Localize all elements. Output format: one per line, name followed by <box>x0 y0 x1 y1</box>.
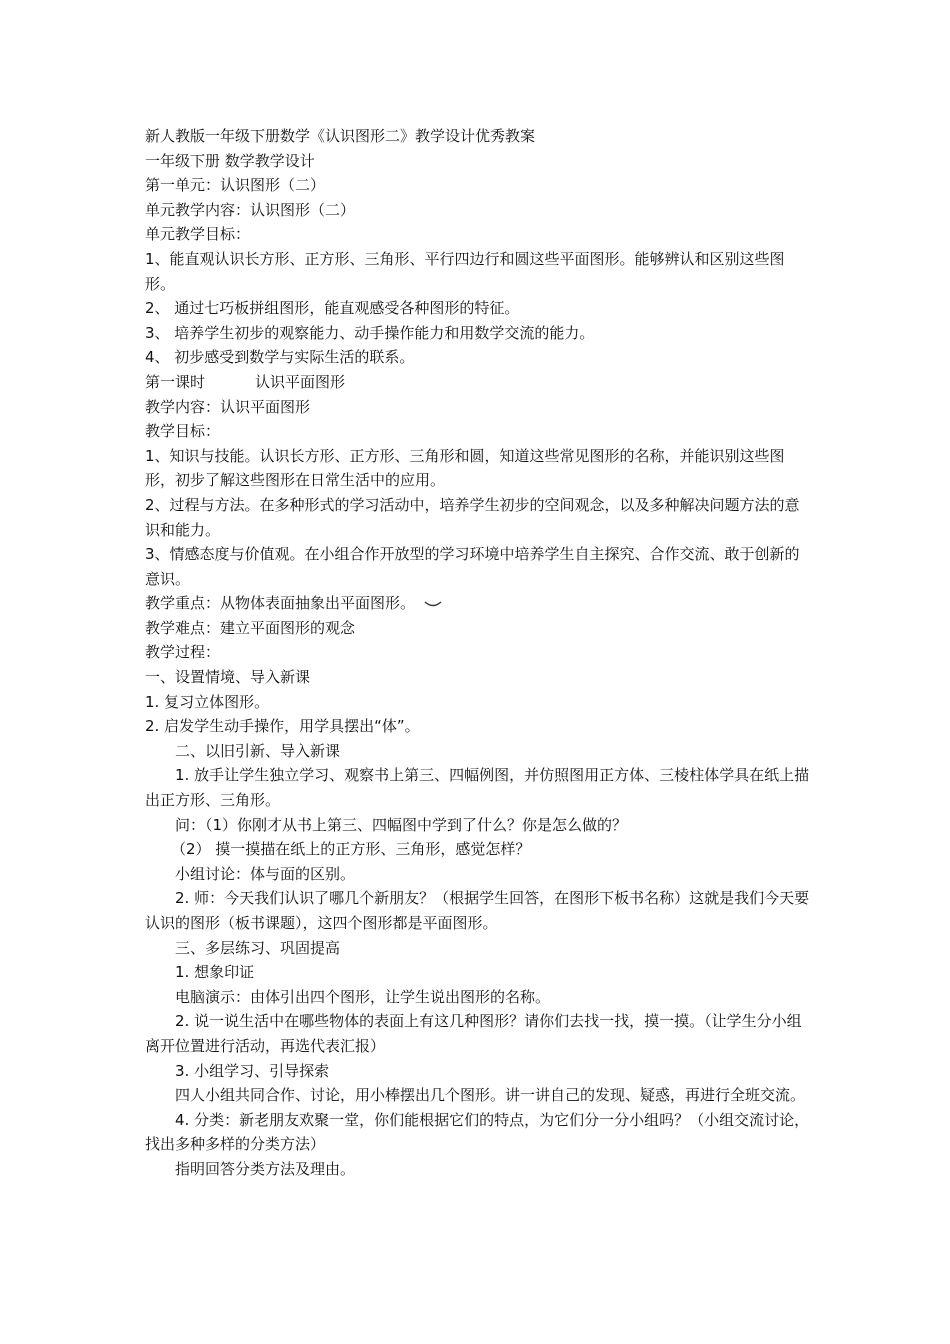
section3-item-3: 3. 小组学习、引导探索 <box>175 1061 330 1080</box>
unit-goal-4: 4、 初步感受到数学与实际生活的联系。 <box>145 348 415 367</box>
section3-item-4-text: 指明回答分类方法及理由。 <box>175 1159 356 1178</box>
unit-title: 第一单元：认识图形（二） <box>145 176 326 195</box>
section1-heading: 一、设置情境、导入新课 <box>145 668 311 687</box>
unit-goal-3: 3、 培养学生初步的观察能力、动手操作能力和用数学交流的能力。 <box>145 323 595 342</box>
section2-question-2: （2） 摸一摸描在纸上的正方形、三角形，感觉怎样？ <box>171 840 531 859</box>
lesson-content: 教学内容：认识平面图形 <box>145 397 311 416</box>
lesson-heading <box>145 370 810 395</box>
unit-goal-2: 2、 通过七巧板拼组图形，能直观感受各种图形的特征。 <box>145 299 520 318</box>
unit-goals-heading: 单元教学目标： <box>145 225 251 244</box>
document-title: 新人教版一年级下册数学《认识图形二》教学设计优秀教案 <box>145 127 536 145</box>
key-point: 教学重点：从物体表面抽象出平面图形。 <box>145 594 416 613</box>
section3-item-1-text: 电脑演示：由体引出四个图形，让学生说出图形的名称。 <box>175 987 551 1006</box>
section2-question-1: 问：（1）你刚才从书上第三、四幅图中学到了什么？你是怎么做的？ <box>175 815 628 834</box>
section3-item-3-text: 四人小组共同合作、讨论，用小棒摆出几个图形。讲一讲自己的发现、疑惑，再进行全班交流。 <box>175 1086 806 1105</box>
section2-paragraph-1: 1. 放手让学生独立学习、观察书上第三、四幅例图，并仿照图用正方体、三棱柱体学具在纸上描出正方形、三角形。 <box>145 766 810 810</box>
lesson-name: 认识平面图形 <box>255 372 346 391</box>
lesson-goal-2: 2、过程与方法。在多种形式的学习活动中，培养学生初步的空间观念，以及多种解决问题方法的意识和能力。 <box>145 495 800 539</box>
section2-paragraph-2: 2. 师：今天我们认识了哪几个新朋友？（根据学生回答，在图形下板书名称）这就是我们今天要认识的图形（板书课题），这四个图形都是平面图形。 <box>145 889 810 932</box>
lesson-goals-heading: 教学目标： <box>145 422 221 441</box>
section3-item-2: 2. 说一说生活中在哪些物体的表面上有这几种图形？请你们去找一找，摸一摸。（让学生分小组离开位置进行活动，再选代表汇报） <box>145 1012 802 1055</box>
document-page <box>145 124 810 1182</box>
lesson-label: 第一课时 <box>145 372 206 391</box>
section1-item-1: 1. 复习立体图形。 <box>145 692 270 711</box>
key-point-line <box>145 591 810 616</box>
document-subtitle: 一年级下册 数学教学设计 <box>145 151 315 170</box>
unit-goal-1: 1、能直观认识长方形、正方形、三角形、平行四边行和圆这些平面图形。能够辨认和区别这些图形。 <box>145 249 785 293</box>
unit-content: 单元教学内容：认识图形（二） <box>145 200 356 219</box>
lesson-goal-1: 1、知识与技能。认识长方形、正方形、三角形和圆，知道这些常见图形的名称，并能识别这些图形，初步了解这些图形在日常生活中的应用。 <box>145 446 785 490</box>
section2-heading: 二、以旧引新、导入新课 <box>175 741 341 760</box>
section3-heading: 三、多层练习、巩固提高 <box>175 938 341 957</box>
process-heading: 教学过程： <box>145 643 221 662</box>
lesson-goal-3: 3、情感态度与价值观。在小组合作开放型的学习环境中培养学生自主探究、合作交流、敢于创新的意识。 <box>145 545 800 588</box>
section3-item-4: 4. 分类：新老朋友欢聚一堂，你们能根据它们的特点，为它们分一分小组吗？（小组交流讨论，找出多种多样的分类方法） <box>145 1110 810 1154</box>
difficulty: 教学难点：建立平面图形的观念 <box>145 618 356 637</box>
section1-item-2: 2. 启发学生动手操作，用学具摆出“体”。 <box>145 717 420 736</box>
section2-discussion: 小组讨论：体与面的区别。 <box>175 864 356 883</box>
curve-mark-icon <box>423 599 443 609</box>
section3-item-1: 1. 想象印证 <box>175 963 255 982</box>
